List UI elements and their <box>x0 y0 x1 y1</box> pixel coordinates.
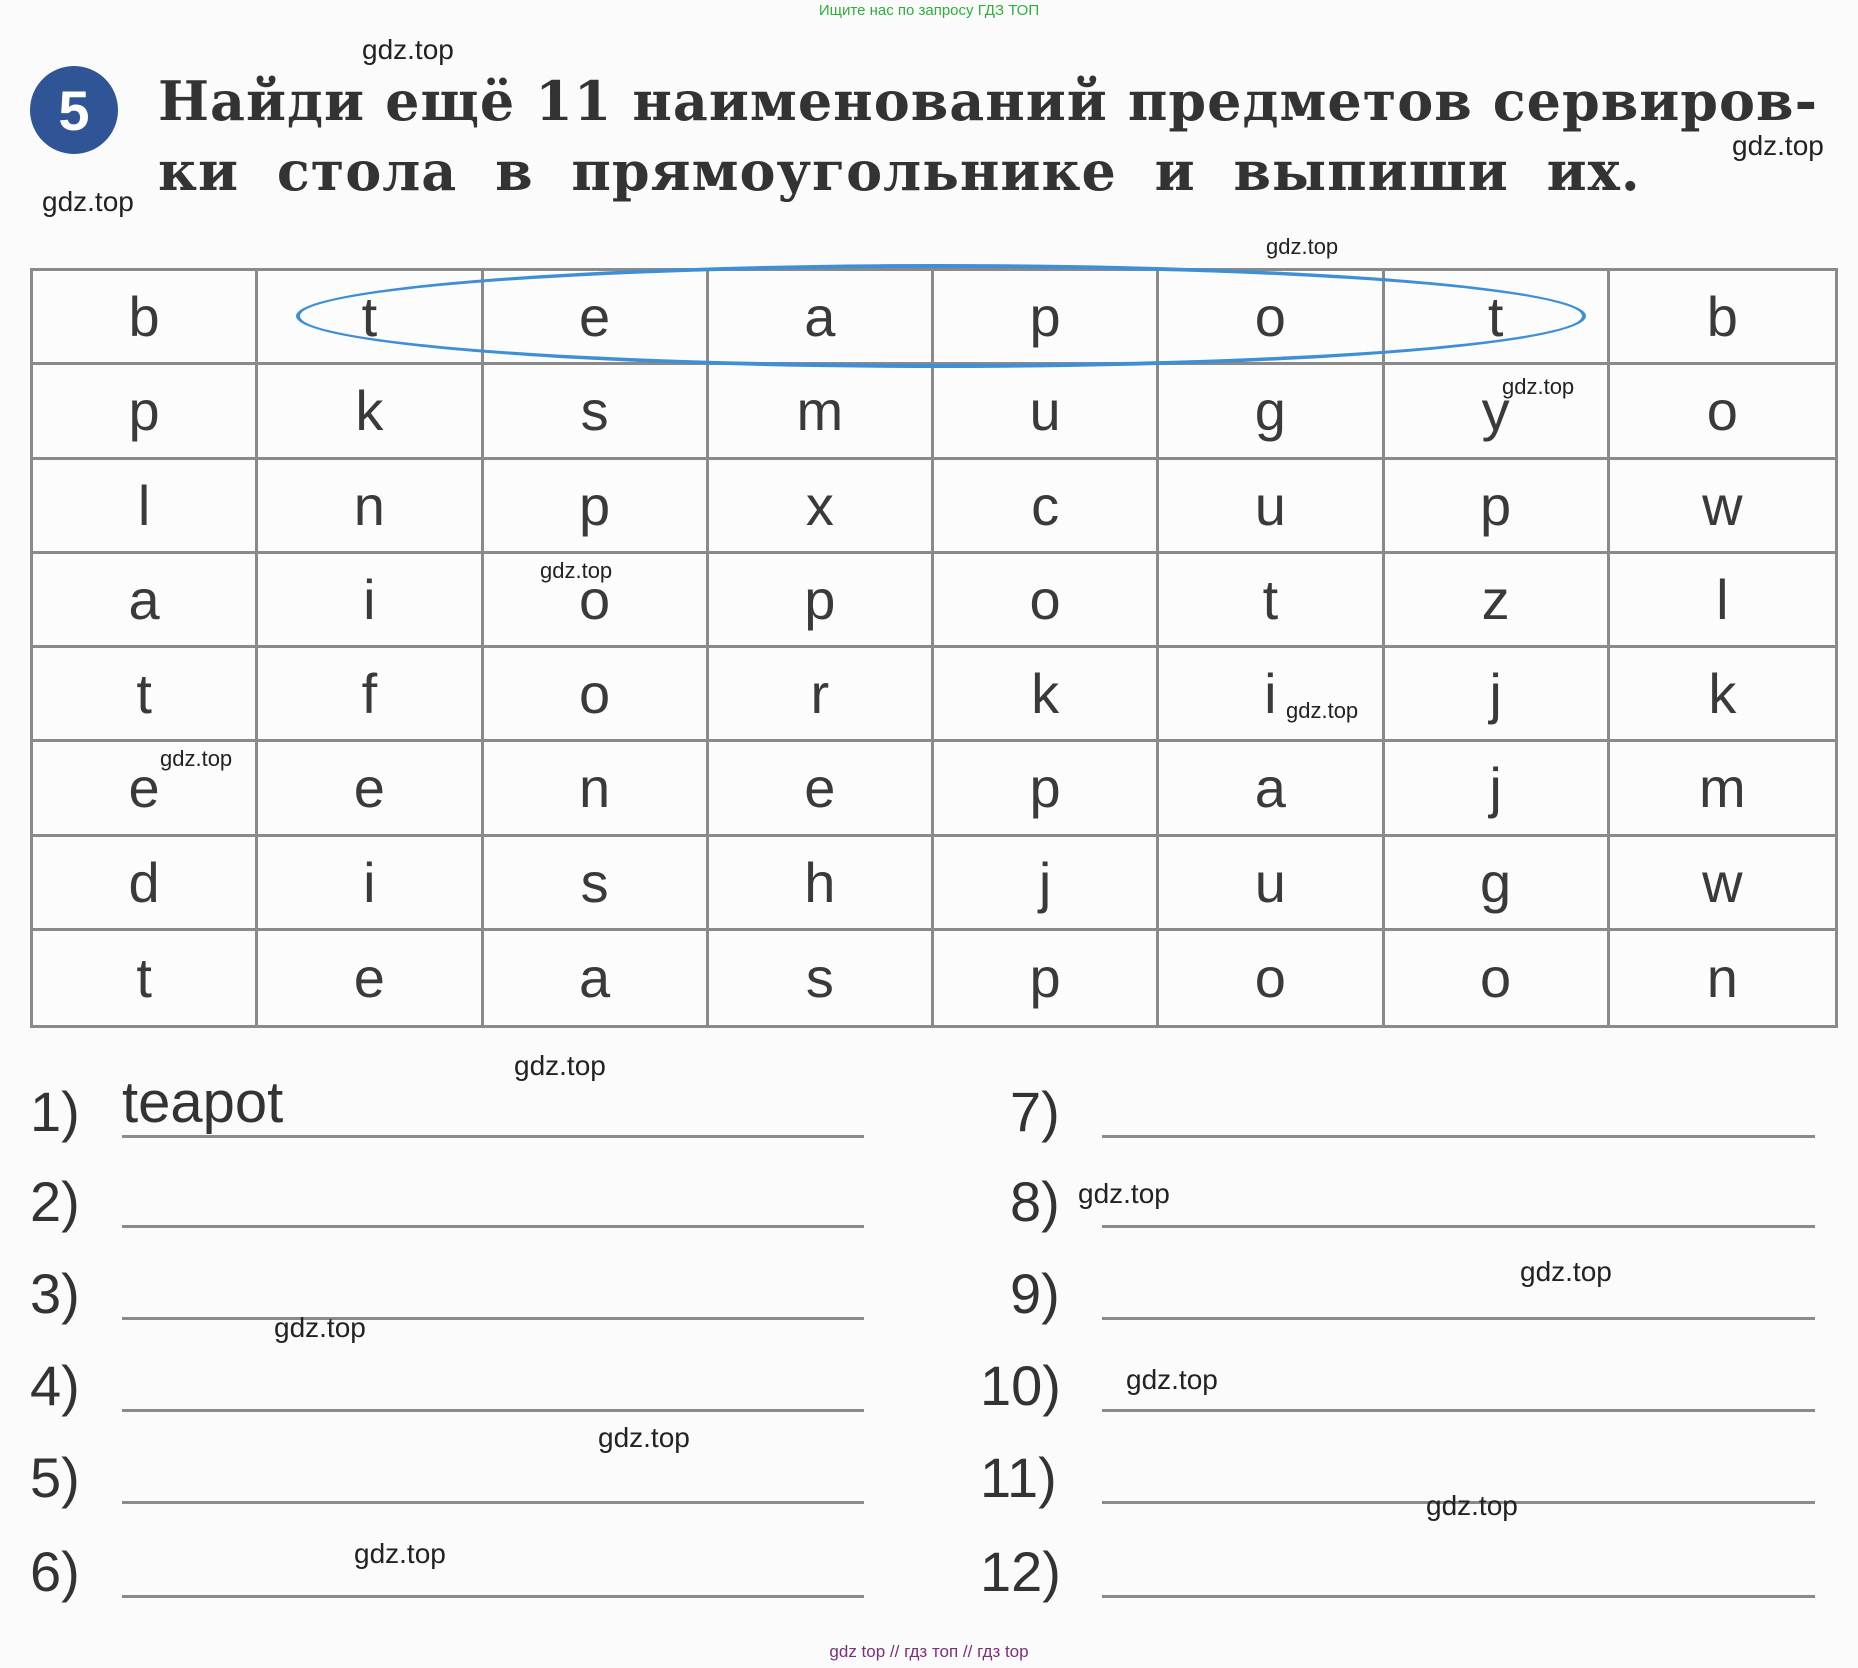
watermark: gdz.top <box>362 34 454 65</box>
grid-cell: s <box>709 931 934 1025</box>
answer-label: 1) <box>30 1080 80 1143</box>
grid-cell: o <box>484 648 709 742</box>
watermark: gdz.top <box>1126 1364 1218 1395</box>
grid-cell: k <box>258 365 483 459</box>
bottom-banner[interactable]: gdz top // гдз топ // гдз top <box>829 1642 1029 1661</box>
grid-cell: x <box>709 460 934 554</box>
grid-cell: t <box>33 648 258 742</box>
grid-cell: m <box>709 365 934 459</box>
grid-cell: u <box>934 365 1159 459</box>
answer-label: 2) <box>30 1170 80 1233</box>
grid-cell: n <box>484 742 709 836</box>
grid-cell: a <box>484 931 709 1025</box>
grid-cell: i <box>258 554 483 648</box>
answer-line <box>1102 1135 1815 1138</box>
grid-cell: p <box>709 554 934 648</box>
grid-cell: f <box>258 648 483 742</box>
grid-cell: o <box>1385 931 1610 1025</box>
answer-label: 6) <box>30 1540 80 1603</box>
grid-cell: p <box>934 271 1159 365</box>
watermark: gdz.top <box>354 1538 446 1569</box>
answer-label: 7) <box>1010 1080 1060 1143</box>
exercise-title-line-2: ки стола в прямоугольнике и выпиши их. <box>158 139 1641 203</box>
answer-line <box>122 1501 864 1504</box>
answer-row <box>980 1252 1840 1332</box>
grid-cell: c <box>934 460 1159 554</box>
grid-cell: b <box>33 271 258 365</box>
grid-cell: j <box>934 837 1159 931</box>
watermark: gdz.top <box>160 746 233 771</box>
watermark: gdz.top <box>540 558 613 583</box>
grid-cell: e <box>258 742 483 836</box>
watermark: gdz.top <box>1078 1178 1170 1209</box>
grid-cell: o <box>484 554 709 648</box>
watermark: gdz.top <box>42 186 134 217</box>
answer-line <box>122 1317 864 1320</box>
grid-cell: a <box>1159 742 1384 836</box>
grid-cell: a <box>709 271 934 365</box>
grid-cell: a <box>33 554 258 648</box>
answer-label: 9) <box>1010 1262 1060 1325</box>
grid-cell: o <box>1610 365 1835 459</box>
answer-row <box>30 1070 840 1150</box>
grid-cell: o <box>934 554 1159 648</box>
answer-line <box>1102 1225 1815 1228</box>
grid-cell: k <box>1610 648 1835 742</box>
exercise-title-line-1: Найди ещё 11 наименований предметов сервиров- <box>158 69 1818 133</box>
answer-line <box>1102 1317 1815 1320</box>
answer-row <box>980 1530 1840 1610</box>
grid-cell: l <box>1610 554 1835 648</box>
answer-line <box>1102 1409 1815 1412</box>
highlight-ellipse <box>296 264 1586 368</box>
grid-cell: t <box>33 931 258 1025</box>
answer-input[interactable]: teapot <box>122 1070 284 1135</box>
exercise-number-badge: 5 <box>30 66 118 154</box>
grid-cell: p <box>33 365 258 459</box>
answer-label: 8) <box>1010 1170 1060 1233</box>
answer-label: 4) <box>30 1354 80 1417</box>
answer-row <box>30 1436 840 1516</box>
watermark: gdz.top <box>1286 698 1359 723</box>
watermark: gdz.top <box>1266 234 1339 259</box>
grid-cell: p <box>934 931 1159 1025</box>
grid-cell: y <box>1385 365 1610 459</box>
grid-cell: t <box>258 271 483 365</box>
grid-cell: w <box>1610 837 1835 931</box>
answer-row <box>30 1160 840 1240</box>
grid-cell: e <box>484 271 709 365</box>
answer-line <box>122 1225 864 1228</box>
watermark: gdz.top <box>514 1050 606 1081</box>
grid-cell: g <box>1385 837 1610 931</box>
answer-row <box>30 1344 840 1424</box>
grid-cell: p <box>1385 460 1610 554</box>
grid-cell: m <box>1610 742 1835 836</box>
watermark: gdz.top <box>598 1422 690 1453</box>
grid-cell: e <box>258 931 483 1025</box>
grid-cell: p <box>934 742 1159 836</box>
answer-label: 10) <box>980 1354 1061 1417</box>
watermark: gdz.top <box>1520 1256 1612 1287</box>
answer-label: 12) <box>980 1540 1061 1603</box>
grid-cell: g <box>1159 365 1384 459</box>
top-banner[interactable]: Ищите нас по запросу ГДЗ ТОП <box>818 2 1040 19</box>
answer-row <box>980 1070 1840 1150</box>
watermark: gdz.top <box>1426 1490 1518 1521</box>
grid-cell: l <box>33 460 258 554</box>
grid-cell: b <box>1610 271 1835 365</box>
grid-cell: t <box>1159 554 1384 648</box>
answer-line <box>1102 1595 1815 1598</box>
answer-line <box>122 1409 864 1412</box>
grid-cell: i <box>1159 648 1384 742</box>
answer-row <box>30 1252 840 1332</box>
grid-cell: p <box>484 460 709 554</box>
answer-line <box>122 1595 864 1598</box>
grid-cell: r <box>709 648 934 742</box>
answer-label: 3) <box>30 1262 80 1325</box>
grid-cell: o <box>1159 931 1384 1025</box>
grid-cell: i <box>258 837 483 931</box>
grid-cell: w <box>1610 460 1835 554</box>
grid-cell: z <box>1385 554 1610 648</box>
grid-cell: s <box>484 365 709 459</box>
answer-label: 5) <box>30 1446 80 1509</box>
grid-cell: n <box>1706 946 1738 1010</box>
grid-cell: o <box>1159 271 1384 365</box>
grid-cell: h <box>709 837 934 931</box>
exercise-title <box>158 66 1818 206</box>
watermark: gdz.top <box>1502 374 1575 399</box>
grid-cell: u <box>1159 460 1384 554</box>
grid-cell: s <box>484 837 709 931</box>
grid-cell: d <box>33 837 258 931</box>
grid-cell: e <box>709 742 934 836</box>
grid-cell: n <box>258 460 483 554</box>
grid-cell: k <box>934 648 1159 742</box>
grid-cell: j <box>1385 648 1610 742</box>
grid-cell: u <box>1159 837 1384 931</box>
grid-cell: j <box>1385 742 1610 836</box>
watermark: gdz.top <box>274 1312 366 1343</box>
answer-row <box>980 1344 1840 1424</box>
watermark: gdz.top <box>1732 130 1824 161</box>
answer-label: 11) <box>980 1446 1057 1509</box>
grid-cell: e <box>33 742 258 836</box>
answer-row <box>980 1436 1840 1516</box>
grid-cell: t <box>1385 271 1610 365</box>
